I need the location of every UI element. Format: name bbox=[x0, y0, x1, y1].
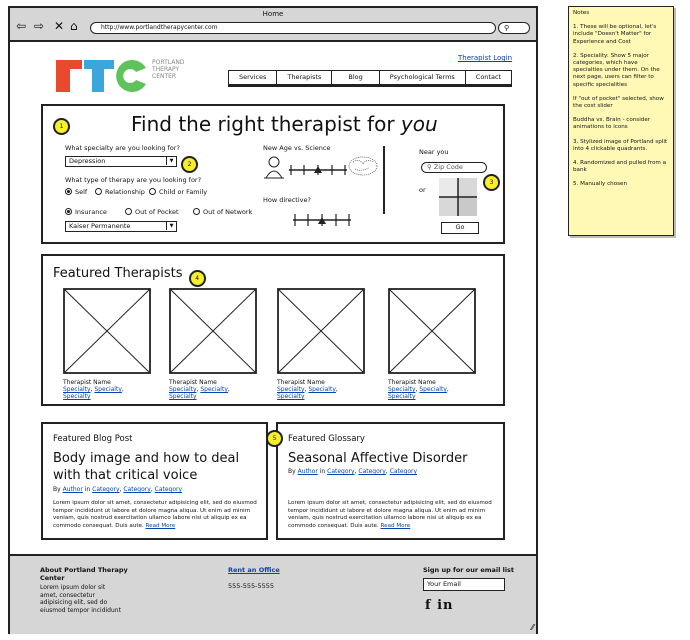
home-icon[interactable]: ⌂ bbox=[70, 19, 78, 33]
radio-label: Self bbox=[75, 188, 88, 196]
radio-dot bbox=[149, 188, 156, 195]
nav-therapists[interactable]: Therapists bbox=[277, 71, 332, 84]
email-signup-label: Sign up for our email list bbox=[423, 566, 515, 574]
therapist-card[interactable] bbox=[169, 288, 259, 400]
radio-label: Insurance bbox=[75, 208, 107, 216]
specialty-link[interactable]: Specialty bbox=[277, 386, 305, 393]
category-link[interactable]: Category bbox=[389, 468, 418, 475]
annotation-badge-1: 1 bbox=[53, 118, 70, 135]
zip-code-input[interactable] bbox=[421, 162, 487, 173]
note-item: 2. Speciality: Show 5 major categories, which have specialties under them. On the next page, users can filter to specific specialities bbox=[573, 52, 660, 88]
chevron-down-icon: ▼ bbox=[166, 157, 176, 165]
specialty-link[interactable]: Specialty bbox=[94, 386, 122, 393]
specialty-link[interactable]: Specialty bbox=[308, 386, 336, 393]
note-item: 1. These will be optional, let's include "Doesn't Matter" for Experience and Cost bbox=[573, 24, 657, 45]
specialty-link[interactable]: Specialty bbox=[388, 386, 416, 393]
therapist-specialties: Specialty, Specialty, Specialty bbox=[388, 386, 449, 400]
therapist-name[interactable]: Therapist Name bbox=[388, 379, 436, 386]
directive-label: How directive? bbox=[263, 196, 311, 204]
featured-glossary-panel bbox=[272, 422, 505, 540]
brain-icon bbox=[349, 157, 377, 175]
specialty-link[interactable]: Specialty bbox=[388, 393, 416, 400]
therapist-card[interactable] bbox=[388, 288, 478, 400]
therapist-name[interactable]: Therapist Name bbox=[169, 379, 217, 386]
logo-text: PORTLAND THERAPY CENTER bbox=[152, 59, 185, 80]
featured-title-text: Featured Therapists bbox=[53, 266, 183, 281]
category-link[interactable]: Category bbox=[358, 468, 386, 475]
resize-handle-icon[interactable]: ⁄⁄ bbox=[531, 623, 534, 632]
browser-titlebar bbox=[10, 8, 536, 42]
url-bar[interactable]: http://www.portlandtherapycenter.com bbox=[90, 22, 496, 34]
specialty-link[interactable]: Specialty bbox=[277, 393, 305, 400]
specialty-link[interactable]: Specialty bbox=[200, 386, 228, 393]
about-body: Lorem ipsum dolor sit amet, consectetur adipisicing elit, sed do eiusmod tempor incididunt bbox=[40, 584, 121, 614]
chevron-down-icon: ▼ bbox=[166, 222, 176, 230]
search-icon: ⚲ bbox=[427, 163, 434, 171]
read-more-link[interactable]: Read More bbox=[145, 522, 176, 529]
new-age-science-slider[interactable] bbox=[263, 154, 383, 180]
therapist-specialties: Specialty, Specialty, Specialty bbox=[63, 386, 124, 400]
radio-dot bbox=[193, 208, 200, 215]
search-title bbox=[131, 112, 438, 136]
annotation-badge-2: 2 bbox=[181, 156, 198, 173]
notes-sticky bbox=[568, 6, 674, 236]
footer bbox=[10, 554, 536, 634]
about-title: About Portland Therapy Center bbox=[40, 566, 128, 582]
map-quadrant-ne[interactable] bbox=[458, 178, 477, 197]
back-arrow-icon[interactable]: ⇦ bbox=[16, 19, 27, 33]
therapist-photo-placeholder[interactable] bbox=[388, 288, 476, 374]
note-item: Buddha vs. Brain - consider animations to icons bbox=[573, 117, 651, 131]
note-item: 4. Randomized and pulled from a bank bbox=[573, 160, 667, 174]
glossary-excerpt bbox=[288, 500, 500, 530]
featured-blog-panel bbox=[41, 422, 268, 540]
specialty-value: Depression bbox=[69, 157, 106, 165]
category-link[interactable]: Category bbox=[92, 486, 120, 493]
vertical-divider bbox=[383, 146, 385, 214]
go-button[interactable]: Go bbox=[441, 222, 479, 234]
radio-child-family[interactable] bbox=[149, 188, 207, 196]
radio-label: Out of Network bbox=[203, 208, 253, 216]
note-item: 3. Stylized image of Portland split into 4 clickable quadrants. bbox=[573, 138, 668, 152]
specialty-link[interactable]: Specialty bbox=[63, 393, 91, 400]
glossary-kicker: Featured Glossary bbox=[288, 434, 365, 444]
radio-dot bbox=[65, 208, 72, 215]
note-item: 5. Manually chosen bbox=[573, 181, 628, 188]
blog-excerpt bbox=[53, 500, 265, 530]
radio-dot bbox=[65, 188, 72, 195]
therapist-specialties: Specialty, Specialty, Specialty bbox=[169, 386, 230, 400]
annotation-badge-3: 3 bbox=[483, 174, 500, 191]
radio-out-of-pocket[interactable] bbox=[125, 208, 179, 216]
page-content bbox=[10, 44, 536, 632]
therapist-card[interactable] bbox=[277, 288, 367, 400]
radio-out-of-network[interactable] bbox=[193, 208, 252, 216]
specialty-label: What specialty are you looking for? bbox=[65, 144, 180, 152]
rent-office-link[interactable]: Rent an Office bbox=[228, 566, 280, 574]
blog-excerpt-text: Lorem ipsum dolor sit amet, consectetur adipisicing elit, sed do eiusmod tempor incididunt ut labore et dolore magna aliqua. Ut enim ad minim veniam, quis nostrud exercitation ullamco labore nisi ut aliquip ex ea commodo consequat. Duis aute. bbox=[53, 500, 257, 529]
specialty-link[interactable]: Specialty bbox=[169, 393, 197, 400]
browser-window bbox=[8, 6, 538, 634]
directive-slider[interactable] bbox=[291, 210, 355, 228]
nav-contact[interactable]: Contact bbox=[475, 73, 502, 81]
therapist-login-link[interactable]: Therapist Login bbox=[458, 54, 513, 62]
insurance-select[interactable] bbox=[65, 221, 177, 232]
therapist-search-panel bbox=[41, 104, 505, 244]
specialty-link[interactable]: Specialty bbox=[419, 386, 447, 393]
glossary-byline: By Author in Category, Category, Category bbox=[288, 468, 418, 475]
near-you-label: Near you bbox=[419, 148, 449, 156]
new-age-science-label: New Age vs. Science bbox=[263, 144, 331, 152]
byline-by: By bbox=[53, 486, 61, 493]
featured-therapists-title bbox=[53, 266, 204, 284]
specialty-link[interactable]: Specialty bbox=[63, 386, 91, 393]
map-quadrant-sw[interactable] bbox=[439, 197, 458, 216]
radio-dot bbox=[125, 208, 132, 215]
nav-psychological-terms[interactable]: Psychological Terms bbox=[380, 71, 466, 84]
featured-therapists-panel bbox=[41, 254, 505, 406]
notes-heading: Notes bbox=[573, 10, 590, 16]
portland-map-quadrants[interactable] bbox=[439, 178, 477, 216]
read-more-link[interactable]: Read More bbox=[380, 522, 411, 529]
email-input[interactable]: Your Email bbox=[423, 578, 505, 591]
blog-byline: By Author in Category, Category, Category bbox=[53, 486, 183, 493]
blog-kicker: Featured Blog Post bbox=[53, 434, 133, 444]
social-icons[interactable]: f in bbox=[425, 598, 454, 613]
radio-insurance[interactable] bbox=[65, 208, 107, 216]
category-link[interactable]: Category bbox=[123, 486, 151, 493]
therapy-type-label: What type of therapy are you looking for? bbox=[65, 176, 202, 184]
top-nav bbox=[228, 70, 512, 87]
map-quadrant-nw[interactable] bbox=[439, 178, 458, 197]
specialty-select[interactable] bbox=[65, 156, 177, 167]
therapist-name[interactable]: Therapist Name bbox=[277, 379, 325, 386]
window-title: Home bbox=[262, 10, 284, 18]
note-item: If "out of pocket" selected, show the cost slider bbox=[573, 95, 664, 110]
radio-label: Out of Pocket bbox=[135, 208, 179, 216]
therapist-name[interactable]: Therapist Name bbox=[63, 379, 111, 386]
therapist-photo-placeholder[interactable] bbox=[277, 288, 365, 374]
glossary-excerpt-text: Lorem ipsum dolor sit amet, consectetur adipisicing elit, sed do eiusmod tempor incididunt ut labore et dolore magna aliqua. Ut enim ad minim veniam, quis nostrud exercitation ullamco labore nisi ut aliquip ex ea commodo consequat. Duis aute. bbox=[288, 500, 492, 529]
map-quadrant-se[interactable] bbox=[458, 197, 477, 216]
close-x-icon[interactable]: ✕ bbox=[54, 19, 65, 33]
therapist-photo-placeholder[interactable] bbox=[169, 288, 257, 374]
radio-label: Relationship bbox=[105, 188, 145, 196]
buddha-icon bbox=[264, 157, 284, 178]
category-link[interactable]: Category bbox=[154, 486, 183, 493]
byline-in: in bbox=[319, 468, 326, 475]
byline-by: By bbox=[288, 468, 296, 475]
zip-placeholder: Zip Code bbox=[433, 163, 463, 171]
annotation-badge-4: 4 bbox=[189, 270, 206, 287]
ptc-logo[interactable] bbox=[52, 58, 202, 98]
byline-in: in bbox=[84, 486, 91, 493]
glossary-title[interactable]: Seasonal Affective Disorder bbox=[288, 451, 468, 466]
nav-blog[interactable]: Blog bbox=[332, 71, 379, 84]
radio-label: Child or Family bbox=[159, 188, 208, 196]
category-link[interactable]: Category bbox=[327, 468, 355, 475]
insurance-value: Kaiser Permanente bbox=[69, 222, 131, 230]
browser-search-button[interactable] bbox=[498, 22, 530, 34]
therapist-card[interactable] bbox=[63, 288, 153, 400]
specialty-link[interactable]: Specialty bbox=[169, 386, 197, 393]
blog-title[interactable]: Body image and how to deal with that critical voice bbox=[53, 451, 240, 483]
radio-relationship[interactable] bbox=[95, 188, 145, 196]
or-label: or bbox=[419, 186, 426, 194]
search-title-text: Find the right therapist for bbox=[131, 112, 395, 136]
forward-arrow-icon[interactable]: ⇨ bbox=[34, 19, 45, 33]
author-link[interactable]: Author bbox=[297, 468, 318, 475]
search-title-emphasis: you bbox=[400, 112, 438, 136]
phone-number: 555-555-5555 bbox=[228, 582, 275, 590]
author-link[interactable]: Author bbox=[62, 486, 83, 493]
therapist-photo-placeholder[interactable] bbox=[63, 288, 151, 374]
search-icon: ⚲ bbox=[504, 24, 510, 32]
ptc-logo-mark bbox=[52, 58, 152, 94]
annotation-badge-5: 5 bbox=[266, 430, 283, 447]
radio-dot bbox=[95, 188, 102, 195]
nav-services[interactable]: Services bbox=[229, 71, 277, 84]
therapist-specialties: Specialty, Specialty, Specialty bbox=[277, 386, 338, 400]
radio-self[interactable] bbox=[65, 188, 87, 196]
